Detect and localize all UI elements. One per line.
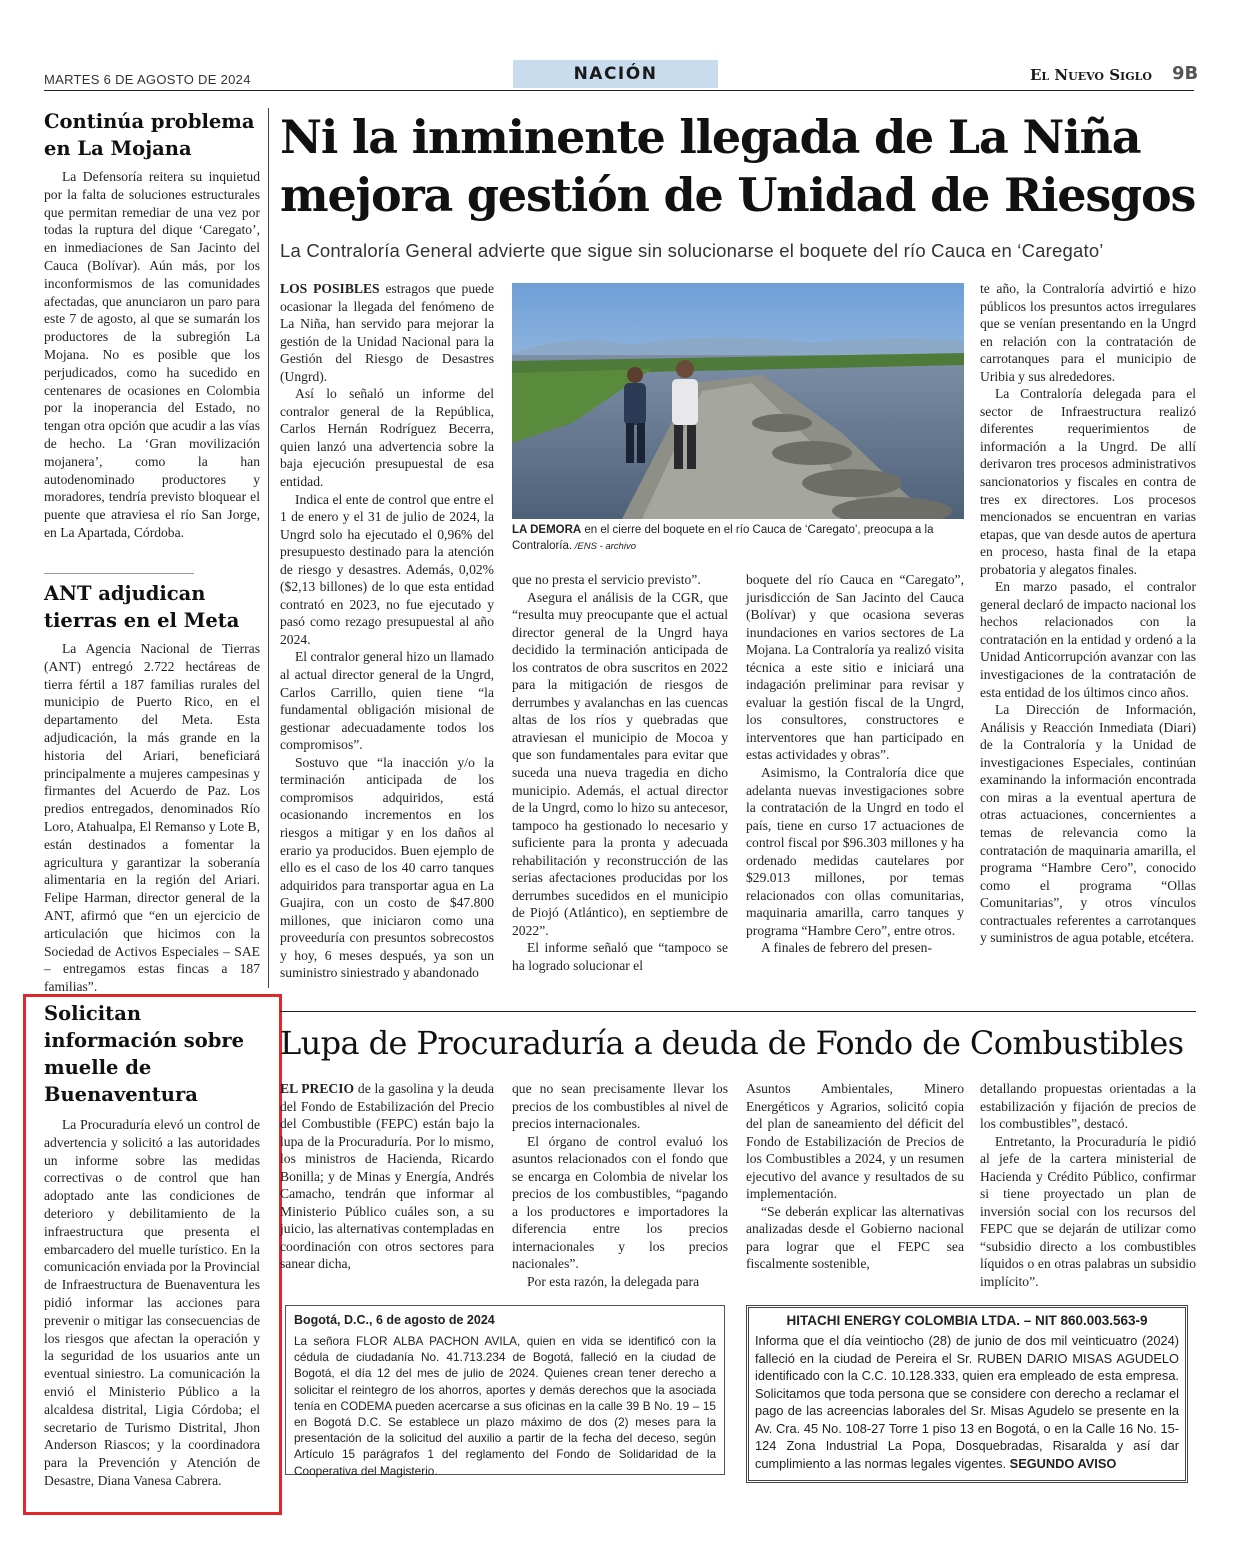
second-col-2 xyxy=(512,1080,728,1291)
brief-ant xyxy=(44,580,260,996)
main-col-3 xyxy=(746,571,964,957)
second-col-1 xyxy=(280,1080,494,1273)
page-number: 9B xyxy=(1172,63,1199,84)
paragraph: Asimismo, la Contraloría dice que adelanta nuevas investigaciones sobre la contratación de la Ungrd en todo el país, tiene en curso 17 actuaciones de control fiscal por $96.303 millones y ha ordenado medidas cautelares por $29.013 millones, por temas relacionados con ollas comunitarias, maquinaria amarilla, carro tanques y programa “Hambre Cero”, entre otros. xyxy=(746,765,964,938)
newspaper-brand: El Nuevo Siglo xyxy=(1030,66,1152,84)
paragraph: de la gasolina y la deuda del Fondo de Estabilización del Precio del Combustible (FEPC) están bajo la lupa de la Procuraduría. Por lo mismo, los ministros de Hacienda, Ricardo Bonilla; y de Minas y Energía, Andrés Camacho, tendrán que informar al Ministerio Público cuáles son, a su juicio, las alternativas contempladas en coordinación con otros sectores para sanear dicha, xyxy=(280,1081,494,1272)
paragraph: Por esta razón, la delegada para xyxy=(527,1274,700,1290)
paragraph: Así lo señaló un informe del contralor general de la República, Carlos Hernán Rodríguez Becerra, quien lanzó una advertencia sobre la baja ejecución presupuestal de esa entidad. xyxy=(280,386,494,490)
notice-tag: SEGUNDO AVISO xyxy=(1009,1455,1117,1471)
second-headline: Lupa de Procuraduría a deuda de Fondo de Combustibles xyxy=(280,1024,1184,1062)
main-col-4 xyxy=(980,280,1196,947)
paragraph: Entretanto, la Procuraduría le pidió al jefe de la cartera ministerial de Hacienda y Crédito Público, confirmar si tiene proyectado un plan de inversión social con los recursos del FEPC que se dejarán de utilizar como “subsidio directo a los combustibles líquidos o en otras palabras un subsidio implícito”. xyxy=(980,1133,1196,1290)
brief-title: ANT adjudican tierras en el Meta xyxy=(44,582,240,632)
section-label: NACIÓN xyxy=(513,60,718,88)
photo-illustration xyxy=(512,283,964,519)
lead-word: LOS POSIBLES xyxy=(280,281,380,296)
notice-text: La señora FLOR ALBA PACHON AVILA, quien en vida se identificó con la cédula de ciudadanía No. 41.713.234 de Bogotá, falleció en la ciudad de Bogotá, el día 12 del mes de julio de 2024. Quienes crean tener derecho a solicitar el reintegro de los ahorros, aportes y demás derechos que la asociada tenía en CODEMA pueden acercarse a sus oficinas en la calle 39 B No. 19 – 15 en Bogotá D.C. Se establece un plazo máximo de dos (2) meses para la presentación de la solicitud del auxilio a partir de la fecha del deceso, según Artículo 15 parágrafos 1 del reglamento del Fondo de Solidaridad de la Cooperativa del Magisterio. xyxy=(294,1334,716,1478)
lead-word: EL PRECIO xyxy=(280,1081,355,1096)
brief-body: La Defensoría reitera su inquietud por la falta de soluciones estructurales que permitan remediar de una vez por todas la ruptura del dique ‘Caregato’, en inmediaciones de San Jacinto del Cauca (Bolívar). Aún más, por los inconformismos de las comunidades afectadas, que anunciaron un paro para este 7 de agosto, al que se sumarán los productores de la subregión La Mojana. No es posible que los perjudicados, como ha sucedido en centenares de ocasiones en Colombia por la inoperancia del Estado, no tengan otra opción que acudir a las vías de hecho. La ‘Gran movilización mojanera’, como la han autodenominado productores y moradores, tendría previsto bloquear el puente que atraviesa el río San Jorge, en La Apartada, Córdoba. xyxy=(44,169,260,540)
paragraph: El informe señaló que “tampoco se ha logrado solucionar el xyxy=(512,940,728,974)
caption-text: en el cierre del boquete en el río Cauca de ‘Caregato’, preocupa a la Contraloría. xyxy=(512,524,934,552)
notice-hitachi xyxy=(746,1305,1188,1483)
column-separator xyxy=(268,108,269,988)
issue-date: MARTES 6 DE AGOSTO DE 2024 xyxy=(44,72,251,87)
notice-codema xyxy=(285,1305,725,1478)
notice-date: Bogotá, D.C., 6 de agosto de 2024 xyxy=(294,1313,495,1327)
caption-lead: LA DEMORA xyxy=(512,524,582,536)
paragraph: El contralor general hizo un llamado al actual director general de la Ungrd, Carlos Carrillo, quien tiene “la fundamental obligación misional de gestionar adecuadamente todos los compromisos”. xyxy=(280,649,494,753)
notice-title: HITACHI ENERGY COLOMBIA LTDA. – NIT 860.003.563-9 xyxy=(786,1313,1148,1328)
second-col-4 xyxy=(980,1080,1196,1291)
paragraph: “Se deberán explicar las alternativas analizadas desde el Gobierno nacional para lograr que el FEPC sea fiscalmente sostenible, xyxy=(746,1203,964,1272)
main-subhead: La Contraloría General advierte que sigue sin solucionarse el boquete del río Cauca en ‘Caregato’ xyxy=(280,240,1104,261)
paragraph: boquete del río Cauca en “Caregato”, jurisdicción de San Jacinto del Cauca (Bolívar) y que ocasiona severas inundaciones en varios sectores de La Mojana. La Contraloría ya realizó visita técnica a este sitio e iniciará una indagación preliminar para revisar y evaluar la gestión fiscal de la Ungrd, los consultores, constructores e interventores que han participado en estas actividades y obras”. xyxy=(746,572,964,763)
notice-text: Informa que el día veintiocho (28) de junio de dos mil veinticuatro (2024) falleció en la ciudad de Pereira el Sr. RUBEN DARIO MISAS AGUDELO identificado con la C.C. 10.128.333, quien era empleado de esta empresa. Solicitamos que toda persona que se considere con derecho a reclamar el pago de las acreencias laborales del Sr. Misas Agudelo se presente en la Av. Cra. 45 No. 108-27 Torre 1 piso 13 en Bogotá, o en la Calle 16 No. 15-124 Zona Industrial La Popa, Dosquebradas, Risaralda y así dar cumplimiento a las normas legales vigentes. xyxy=(755,1333,1179,1471)
paragraph: Asuntos Ambientales, Minero Energéticos y Agrarios, solicitó copia del plan de saneamiento del déficit del Fondo de Estabilización de Precios de los Combustibles a 2024, y un resumen ejecutivo del avance y resultados de su implementación. xyxy=(746,1081,964,1202)
brief-title: Solicitan información sobre muelle de Buenaventura xyxy=(44,1002,245,1106)
brief-body: La Agencia Nacional de Tierras (ANT) entregó 2.722 hectáreas de tierra fértil a 187 familias rurales del municipio de Puerto Rico, en el departamento del Meta. Esta adjudicación, la más grande en la historia del Ariari, beneficiará principalmente a mujeres campesinas y firmantes del Acuerdo de Paz. Los predios entregados, denominados Río Loro, Atahualpa, El Remanso y Lote B, están destinados a fomentar la agricultura y garantizar la soberanía alimentaria en la región del Ariari. Felipe Harman, director general de la ANT, afirmó que “en un ejercicio de articulación que hicimos con la Sociedad de Activos Especiales – SAE – entregamos estas fincas a 187 familias”. xyxy=(44,641,260,995)
paragraph: Asegura el análisis de la CGR, que “resulta muy preocupante que el actual director general de la Ungrd haya decidido la terminación anticipada de los contratos de obra suscritos en 2022 para la mitigación de riesgos de derrumbes y avalanchas en las cuencas altas de los ríos y quebradas que atraviesan el municipio de Mocoa y que son fundamentales para evitar que suceda una nueva tragedia en dicho municipio. Además, el actual director de la Ungrd, como lo hizo su antecesor, tampoco ha gestionado lo necesario y suficiente para la pronta y adecuada rehabilitación y reconstrucción de las serias afectaciones producidas por los derrumbes sucedidos en el municipio de Piojó (Atlántico), en septiembre de 2022”. xyxy=(512,589,728,938)
photo-caption xyxy=(512,523,964,554)
paragraph: El órgano de control evaluó los asuntos relacionados con el fondo que se encarga en Colombia de nivelar los precios de los combustibles, “pagando a los productores e importadores la diferencia entre los precios internacionales y los precios nacionales”. xyxy=(512,1133,728,1272)
paragraph: estragos que puede ocasionar la llegada del fenómeno de La Niña, han servido para mejorar la gestión de la Unidad Nacional para la Gestión del Riesgo de Desastres (Ungrd). xyxy=(280,281,494,384)
main-col-2 xyxy=(512,571,728,975)
second-col-3 xyxy=(746,1080,964,1273)
paragraph: Indica el ente de control que entre el 1 de enero y el 31 de julio de 2024, la Ungrd solo ha ejecutado el 0,96% del presupuesto destinado para la atención de riesgo y desastres. Además, 0,02% ($2,13 billones) de lo que esta entidad contrató en 2023, no fue ejecutado y pasó como rezago presupuestal al año 2024. xyxy=(280,491,494,647)
main-headline: Ni la inminente llegada de La Niña mejora gestión de Unidad de Riesgos xyxy=(280,110,1196,222)
paragraph: A finales de febrero del presen- xyxy=(761,940,932,956)
paragraph: que no sean precisamente llevar los precios de los combustibles al nivel de precios internacionales. xyxy=(512,1081,728,1132)
header-rule xyxy=(44,90,1194,91)
paragraph: Sostuvo que “la inacción y/o la terminación anticipada de los compromisos adquiridos, está ocasionando incrementos en los riesgos a mitigar y en los daños al erario ya producidos. Buen ejemplo de ello es el caso de los 40 carro tanques adquiridos para transportar agua en La Guajira, con un costo de $47.800 millones, que iniciaron como una proveeduría con presuntos sobrecostos y hoy, 6 meses después, ya son un suministro siniestrado y abandonado xyxy=(280,754,494,981)
story-separator xyxy=(280,1011,1196,1012)
brief-mojana xyxy=(44,108,260,542)
divider xyxy=(44,573,194,574)
highlight-box xyxy=(23,994,282,1515)
paragraph: detallando propuestas orientadas a la estabilización y fijación de precios de los combustibles”, destacó. xyxy=(980,1081,1196,1132)
brief-title: Continúa problema en La Mojana xyxy=(44,110,255,160)
paragraph: te año, la Contraloría advirtió e hizo públicos los presuntos actos irregulares que se venían presentando en la Ungrd en relación con la contratación de carrotanques para el municipio de Uribia y sus alrededores. xyxy=(980,281,1196,384)
paragraph: La Dirección de Información, Análisis y Reacción Inmediata (Diari) de la Contraloría y la Unidad de investigaciones Especiales, continúan examinando la información encontrada con miras a la eventual apertura de otras actuaciones, concernientes a temas de relevancia como la contratación de maquinaria amarilla, el programa “Hambre Cero”, conocido como el programa “Ollas Comunitarias”, y otros vínculos contractuales referentes a carrotanques y suministros de agua potable, etcétera. xyxy=(980,702,1196,946)
article-photo xyxy=(512,283,964,519)
photo-credit: /ENS - archivo xyxy=(572,540,636,552)
paragraph: que no presta el servicio previsto”. xyxy=(512,572,701,587)
brief-body: La Procuraduría elevó un control de advertencia y solicitó a las autoridades un informe sobre las medidas correctivas o de control que han adoptado ante las condiciones de deterioro y debilitamiento de la infraestructura que presenta el embarcadero del muelle turístico. En la comunicación enviada por la Provincial de Infraestructura de Buenaventura les pidió informar las acciones para prevenir o mitigar las consecuencias de los riesgos que afectan la operación y la seguridad de los usuarios ante un eventual siniestro. La comunicación la envió el Ministerio Público a la alcaldesa distrital, Ligia Córdoba; el secretario de Turismo Distrital, Jhon Anderson Riascos; y la coordinadora para la Prevención y Atención de Desastre, Diana Vanesa Cabrera. xyxy=(44,1117,260,1488)
paragraph: En marzo pasado, el contralor general declaró de impacto nacional los hechos relacionados con la contratación en la entidad y ordenó a la Unidad Anticorrupción avanzar con las investigaciones de la contratación de esta entidad de los últimos cinco años. xyxy=(980,579,1196,700)
paragraph: La Contraloría delegada para el sector de Infraestructura realizó diferentes requerimientos de información a la Ungrd. De allí derivaron tres procesos administrativos sancionatorios y fiscales en contra de tres ex directores. Los procesos mencionados se encuentran en varias etapas, que van desde autos de apertura en proceso, hasta final de la etapa probatoria y alegatos finales. xyxy=(980,386,1196,577)
main-col-1 xyxy=(280,280,494,982)
